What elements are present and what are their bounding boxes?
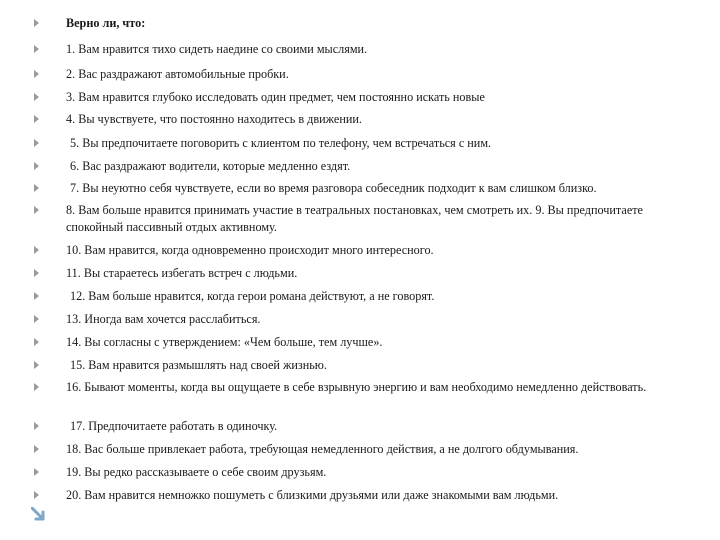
- triangle-bullet-icon: [34, 246, 39, 254]
- triangle-bullet-icon: [34, 184, 39, 192]
- triangle-bullet-icon: [34, 445, 39, 453]
- statement-text: 13. Иногда вам хочется расслабиться.: [66, 312, 261, 326]
- triangle-bullet-icon: [34, 45, 39, 53]
- slide-title: Верно ли, что:: [66, 16, 146, 30]
- statement-text: 1. Вам нравится тихо сидеть наедине со своими мыслями.: [66, 42, 368, 56]
- statement-text: 3. Вам нравится глубоко исследовать один предмет, чем постоянно искать новые: [66, 90, 485, 104]
- triangle-bullet-icon: [34, 468, 39, 476]
- statement-text: 2. Вас раздражают автомобильные пробки.: [66, 67, 289, 81]
- statement-text: 5. Вы предпочитаете поговорить с клиентом по телефону, чем встречаться с ним.: [70, 136, 492, 150]
- statement-text: 7. Вы неуютно себя чувствуете, если во время разговора собеседник подходит к вам слишком близко.: [70, 181, 597, 195]
- triangle-bullet-icon: [34, 70, 39, 78]
- statement-text: 18. Вас больше привлекает работа, требующая немедленного действия, а не долгого обдумывания.: [66, 442, 579, 456]
- triangle-bullet-icon: [34, 491, 39, 499]
- triangle-bullet-icon: [34, 361, 39, 369]
- statement-text: 16. Бывают моменты, когда вы ощущаете в себе взрывную энергию и вам необходимо немедленно действовать.: [66, 380, 647, 394]
- statement-text: 4. Вы чувствуете, что постоянно находитесь в движении.: [66, 112, 362, 126]
- statement-text: 6. Вас раздражают водители, которые медленно ездят.: [70, 159, 351, 173]
- statement-text: 20. Вам нравится немножко пошуметь с близкими друзьями или даже знакомыми вам людьми.: [66, 488, 559, 502]
- triangle-bullet-icon: [34, 93, 39, 101]
- statement-text: 10. Вам нравится, когда одновременно происходит много интересного.: [66, 243, 434, 257]
- triangle-bullet-icon: [34, 19, 39, 27]
- corner-arrow-icon: [31, 507, 47, 523]
- triangle-bullet-icon: [34, 206, 39, 214]
- triangle-bullet-icon: [34, 292, 39, 300]
- triangle-bullet-icon: [34, 162, 39, 170]
- triangle-bullet-icon: [34, 338, 39, 346]
- statement-text: 11. Вы стараетесь избегать встреч с людьми.: [66, 266, 298, 280]
- statement-text: 12. Вам больше нравится, когда герои романа действуют, а не говорят.: [70, 289, 435, 303]
- triangle-bullet-icon: [34, 422, 39, 430]
- statement-text: 14. Вы согласны с утверждением: «Чем больше, тем лучше».: [66, 335, 383, 349]
- triangle-bullet-icon: [34, 315, 39, 323]
- triangle-bullet-icon: [34, 139, 39, 147]
- statement-text: 17. Предпочитаете работать в одиночку.: [70, 419, 278, 433]
- statement-text: 19. Вы редко рассказываете о себе своим друзьям.: [66, 465, 327, 479]
- statement-text: 15. Вам нравится размышлять над своей жизнью.: [70, 358, 327, 372]
- triangle-bullet-icon: [34, 383, 39, 391]
- statement-text: 8. Вам больше нравится принимать участие в театральных постановках, чем смотреть их. 9. Вы предпочитаете спокойный пассивный отдых активному.: [66, 203, 643, 234]
- triangle-bullet-icon: [34, 269, 39, 277]
- triangle-bullet-icon: [34, 115, 39, 123]
